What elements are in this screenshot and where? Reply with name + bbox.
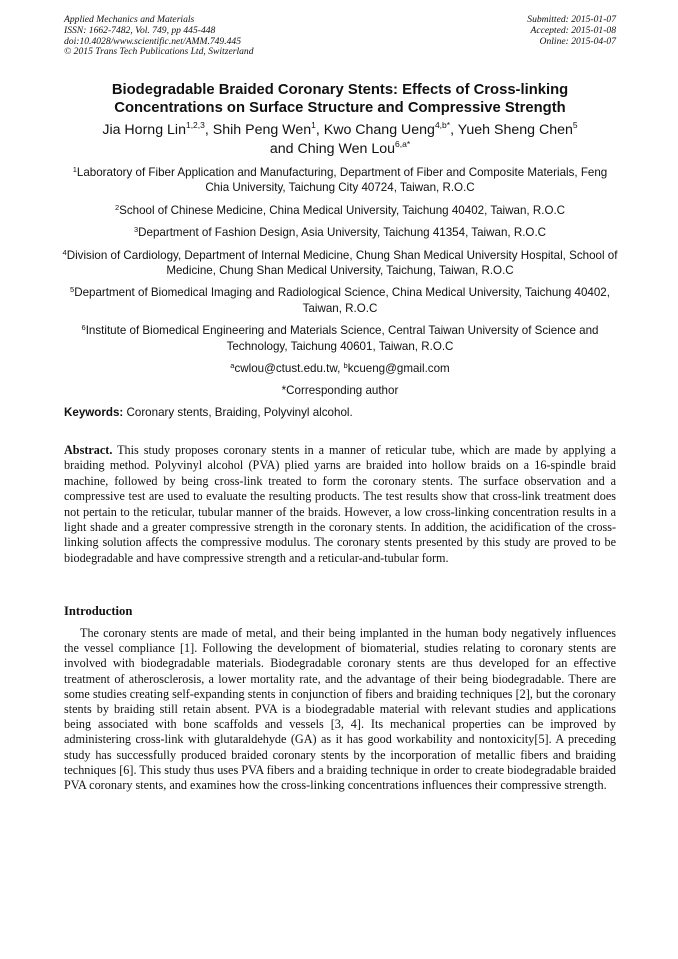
paper-title: Biodegradable Braided Coronary Stents: Effects of Cross-linking Concentrations on Surface Structure and Compressive Strength [111, 82, 569, 116]
affiliation-sup: 6 [81, 323, 86, 333]
author-name: Shih Peng Wen [212, 122, 312, 138]
affiliation-text: Laboratory of Fiber Application and Manufacturing, Department of Fiber and Composite Materials, Feng Chia University, Taichung City 40724, Taiwan, R.O.C [76, 166, 608, 195]
affiliation-item [62, 225, 618, 240]
affiliation-item [62, 165, 618, 196]
affiliation-item [62, 203, 618, 218]
corresponding-author-note: *Corresponding author [281, 384, 399, 398]
submitted-date: Submitted: 2015-01-07 [527, 14, 616, 25]
keywords-section [64, 405, 616, 420]
email-separator: , [337, 362, 344, 376]
keywords-label: Keywords: [64, 406, 124, 419]
author-name: Jia Horng Lin [102, 122, 186, 138]
abstract-text: This study proposes coronary stents in a manner of reticular tube, which are made by applying a braiding method. Polyvinyl alcohol (PVA) plied yarns are braided into hollow braids on a 16-spindle braid machine, followed by being cross-link treated to form the coronary stents. The surface observation and a compressive test are used to evaluate the resulting products. The test results show that cross-link treatment does not pertain to the reticular, tubular manner of the braids. However, a low cross-linking concentration results in a light shade and a greater compressive strength in the coronary stents. In addition, the acidification of the cross-linking solution affects the compressive modulus. The coronary stents presented by this study are proved to be biodegradable and have compressive strength and a reticular-and-tubular form. [64, 443, 616, 565]
affiliation-item [62, 285, 618, 316]
author-separator: , [315, 122, 324, 138]
author-list [56, 121, 624, 159]
author-separator: , [450, 122, 458, 138]
affiliation-sup: 3 [133, 225, 139, 235]
author-affil-sup: 6,a* [395, 139, 411, 149]
affiliation-text: Department of Biomedical Imaging and Radiological Science, China Medical University, Taichung 40402, Taiwan, R.O.C [74, 286, 610, 315]
introduction-heading: Introduction [64, 604, 133, 618]
affiliation-text: Department of Fashion Design, Asia University, Taichung 41354, Taiwan, R.O.C [138, 226, 547, 240]
email-link-b[interactable]: kcueng@gmail.com [347, 362, 450, 376]
contact-emails [62, 361, 618, 376]
keywords-text: Coronary stents, Braiding, Polyvinyl alcohol. [123, 406, 353, 419]
affiliation-item [62, 323, 618, 354]
introduction-body: The coronary stents are made of metal, and their being implanted in the human body negatively influences the vessel compliance [1]. Following the development of biomaterial, studies relating to coronary stents are involved with biodegradable materials. Biodegradable coronary stents are thus developed for an effective treatment of atherosclerosis, a lower mortality rate, and the advantage of their being biodegradable. There are some studies creating self-expanding stents in conjunction of fibers and braiding techniques [2], but the coronary stents by braiding still retain absent. PVA is a biodegradable material with relevant studies and applications being associated with bone scaffolds and vessels [3, 4]. Its mechanical properties can be improved by administering cross-link with glutaraldehyde (GA) as it has good workability and nontoxicity[5]. A preceding study has successfully produced braided coronary stents by the incorporation of metallic fibers and braiding techniques [6]. This study thus uses PVA fibers and a braiding technique in order to create biodegradable braided PVA coronary stents, and examines how the cross-linking concentrations influences their compressive strength. [64, 626, 616, 793]
accepted-date: Accepted: 2015-01-08 [530, 24, 616, 36]
affiliation-sup: 1 [72, 165, 77, 174]
affiliation-text: Institute of Biomedical Engineering and Materials Science, Central Taiwan University of Science and Technology, Taichung 40601, Taiwan, R.O.C [85, 324, 599, 353]
email-sup-b: b [343, 361, 348, 371]
abstract-section [64, 443, 616, 566]
abstract-label: Abstract. [64, 443, 113, 457]
journal-doi: doi:10.4028/www.scientific.net/AMM.749.445 [64, 35, 242, 47]
author-name: and Ching Wen Lou [269, 141, 396, 157]
author-affil-sup: 1,2,3 [185, 120, 205, 130]
affiliation-text: School of Chinese Medicine, China Medical University, Taichung 40402, Taiwan, R.O.C [119, 203, 566, 217]
affiliation-text: Division of Cardiology, Department of Internal Medicine, Chung Shan Medical University Hospital, School of Medicine, Chung Shan Medical University, Taichung, Taiwan, R.O.C [66, 248, 618, 278]
online-date: Online: 2015-04-07 [539, 35, 616, 47]
author-affil-sup: 5 [572, 120, 578, 130]
email-link-a[interactable]: cwlou@ctust.edu.tw [234, 362, 338, 376]
journal-issn: ISSN: 1662-7482, Vol. 749, pp 445-448 [64, 24, 216, 36]
author-affil-sup: 4,b* [434, 120, 451, 130]
affiliation-sup: 4 [62, 247, 67, 257]
journal-copyright: © 2015 Trans Tech Publications Ltd, Switzerland [64, 46, 254, 58]
affiliation-sup: 2 [114, 202, 120, 212]
email-sup-a: a [230, 361, 235, 371]
author-name: Kwo Chang Ueng [323, 122, 435, 138]
author-name: Yueh Sheng Chen [457, 122, 573, 138]
affiliation-sup: 5 [70, 285, 75, 295]
journal-header [64, 15, 364, 58]
author-affil-sup: 1 [311, 120, 316, 130]
journal-name: Applied Mechanics and Materials [64, 14, 195, 25]
affiliation-list [62, 165, 618, 399]
affiliation-item [62, 248, 618, 279]
author-separator: , [204, 122, 213, 138]
publication-dates [396, 15, 616, 47]
